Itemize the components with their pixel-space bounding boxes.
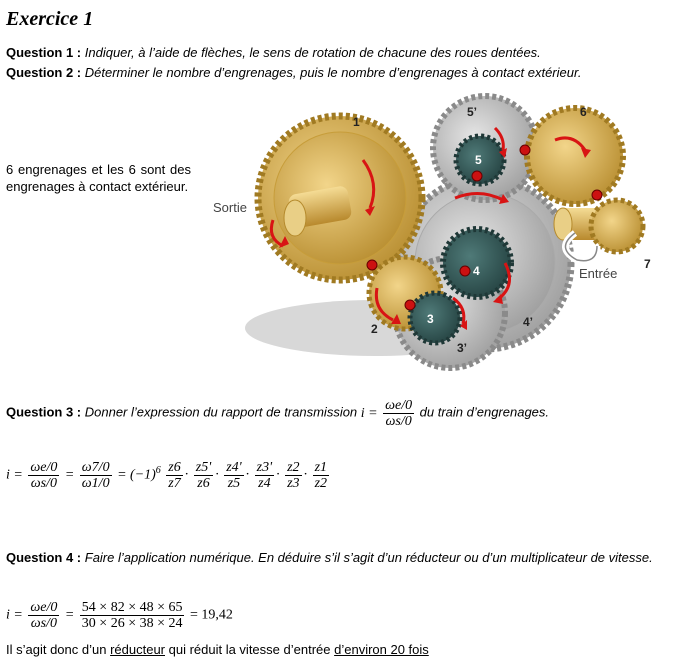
- gear-4: [443, 229, 511, 297]
- answer-2: 6 engrenages et les 6 sont des engrenages à contact extérieur.: [6, 162, 191, 194]
- f4-we0: ωe/0: [30, 600, 58, 615]
- label-entree: Entrée: [579, 266, 618, 281]
- f3-exp: 6: [155, 465, 161, 477]
- q3-frac-num: ωe/0: [385, 398, 413, 413]
- question-1-label: Question 1 :: [6, 45, 82, 60]
- f3-z-frac: [285, 460, 301, 491]
- f3-z-num: z6: [168, 460, 181, 475]
- f3-z-frac: [194, 460, 213, 491]
- f3-i-eq: i =: [6, 467, 23, 483]
- f3-z-num: z2: [287, 460, 300, 475]
- question-3-text-after: du train d’engrenages.: [419, 404, 550, 420]
- f3-we0: ωe/0: [30, 460, 58, 475]
- question-3: [6, 398, 676, 429]
- gear-6: [527, 108, 623, 204]
- question-4-label: Question 4 :: [6, 550, 82, 565]
- f3-w70: ω7/0: [81, 460, 110, 475]
- question-2: [6, 65, 581, 80]
- label-sortie: Sortie: [213, 200, 247, 215]
- f3-z-num: z3': [256, 460, 273, 475]
- question-1: [6, 45, 541, 60]
- f3-z-den: z4: [258, 476, 271, 491]
- f3-z-frac: [166, 460, 182, 491]
- label-gear-2: 2: [371, 322, 378, 336]
- f3-z-num: z4': [226, 460, 242, 475]
- f4-i-eq: i =: [6, 607, 23, 623]
- f3-z-num: z5': [195, 460, 212, 475]
- conclusion-part2: qui réduit la vitesse d’entrée: [165, 642, 335, 657]
- f4-ws0: ωs/0: [30, 616, 57, 631]
- f3-z-frac: [313, 460, 329, 491]
- gear-train-figure: [205, 88, 665, 378]
- f3-z-num: z1: [314, 460, 328, 475]
- label-gear-4: 4: [473, 264, 480, 278]
- question-1-text: Indiquer, à l’aide de flèches, le sens de rotation de chacune des roues dentées.: [84, 45, 541, 60]
- label-gear-5: 5: [475, 153, 482, 167]
- f3-z-den: z3: [287, 476, 300, 491]
- question-4-text: Faire l’application numérique. En déduire s’il s’agit d’un réducteur ou d’un multiplicateur de vitesse.: [84, 550, 653, 565]
- label-gear-6: 6: [580, 105, 587, 119]
- q3-frac: [383, 398, 414, 429]
- conclusion-part1: Il s’agit donc d’un: [6, 642, 111, 657]
- f4-result: = 19,42: [189, 607, 233, 623]
- label-gear-3p: 3’: [457, 341, 468, 355]
- label-gear-4p: 4’: [523, 315, 534, 329]
- f4-den: 30 × 26 × 38 × 24: [81, 616, 183, 631]
- label-gear-1: 1: [353, 115, 360, 129]
- label-gear-7: 7: [644, 257, 651, 271]
- f4-num: 54 × 82 × 48 × 65: [81, 600, 183, 615]
- f4-frac-ratio: [28, 600, 59, 631]
- f3-z-den: z7: [168, 476, 181, 491]
- label-gear-5p: 5’: [467, 105, 478, 119]
- label-gear-3: 3: [427, 312, 434, 326]
- f3-sign: = (−1): [117, 467, 156, 483]
- formula-4: i = $\frac{\omega e/0}{\omega s/0}$ = $\frac{54 \times 82 \times 48 \times 65}{30 \times 26 \times 38 \times 24}$ = 19,42: [6, 600, 233, 631]
- question-2-text: Déterminer le nombre d’engrenages, puis le nombre d’engrenages à contact extérieur.: [84, 65, 582, 80]
- f3-w10: ω1/0: [81, 476, 110, 491]
- f3-frac-omega: [80, 460, 112, 491]
- f3-ws0: ωs/0: [30, 476, 57, 491]
- question-4: [6, 550, 671, 566]
- gear-3: [410, 293, 460, 343]
- f4-frac-numeric: [80, 600, 185, 631]
- q3-i-eq: i =: [360, 405, 378, 421]
- f3-z-den: z2: [314, 476, 328, 491]
- f3-z-frac: [255, 460, 274, 491]
- question-2-label: Question 2 :: [6, 65, 82, 80]
- f3-z-den: z5: [227, 476, 241, 491]
- question-3-label: Question 3 :: [6, 404, 82, 420]
- f3-frac-ratio: [28, 460, 59, 491]
- conclusion-reducteur: réducteur: [110, 642, 165, 657]
- q3-frac-den: ωs/0: [385, 414, 412, 429]
- conclusion-approx: d’environ 20 fois: [334, 642, 429, 657]
- formula-3: i = $\frac{\omega e/0}{\omega s/0}$ = $\frac{\omega 7/0}{\omega 1/0}$ = $(-1)^6$ $\frac{z6}{z7}$ · $\frac{z5'}{z6}$ · $\frac{z4'}{z5}$ · $\frac{z3'}{z4}$ · $\frac{z2}{z3}$ · $\frac{z1}{z2}$: [6, 460, 328, 491]
- page-title: Exercice 1: [6, 8, 94, 30]
- f3-z-den: z6: [197, 476, 210, 491]
- question-3-text: Donner l’expression du rapport de transmission: [84, 404, 358, 420]
- conclusion: [6, 642, 429, 657]
- f3-z-frac: [224, 460, 243, 491]
